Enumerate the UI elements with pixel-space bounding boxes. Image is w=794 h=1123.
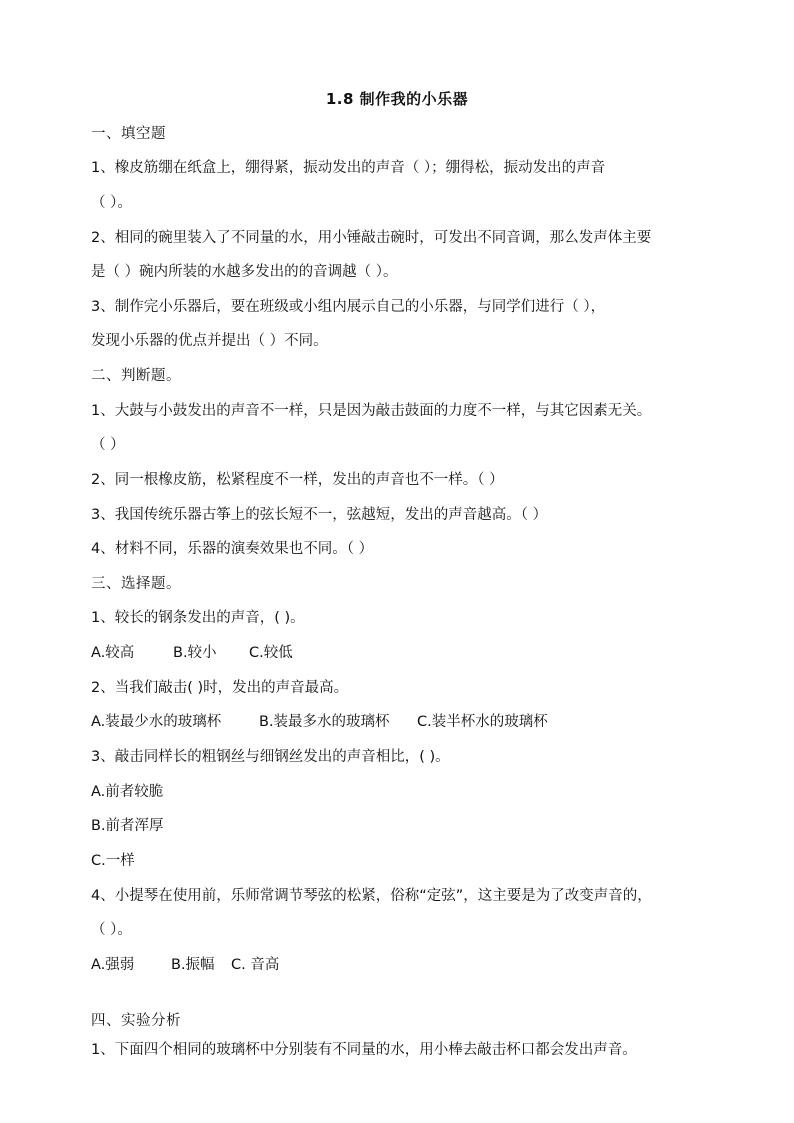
choice-question-1-options [91, 643, 293, 663]
choice-question-4-options [91, 955, 279, 975]
choice-question-3-option-b: B.前者浑厚 [91, 818, 164, 834]
judge-question-4: 4、材料不同，乐器的演奏效果也不同。（ ） [91, 541, 374, 557]
option-c: C.较低 [249, 645, 293, 661]
choice-question-1: 1、较长的钢条发出的声音，( )。 [91, 610, 305, 626]
judge-question-1: 1、大鼓与小鼓发出的声音不一样，只是因为敲击鼓面的力度不一样，与其它因素无关。 [91, 403, 652, 419]
section-heading-experiment: 四、实验分析 [91, 1013, 181, 1029]
choice-question-4-cont: （ ）。 [91, 922, 132, 938]
choice-question-3: 3、敲击同样长的粗钢丝与细钢丝发出的声音相比，( )。 [91, 749, 450, 765]
option-b: B.装最多水的玻璃杯 [259, 714, 390, 730]
option-c: C.装半杯水的玻璃杯 [417, 714, 548, 730]
choice-question-2: 2、当我们敲击( )时，发出的声音最高。 [91, 680, 349, 696]
choice-question-4: 4、小提琴在使用前，乐师常调节琴弦的松紧，俗称“定弦”，这主要是为了改变声音的， [91, 888, 652, 904]
option-c: C. 音高 [231, 957, 280, 973]
section-heading-fill: 一、填空题 [91, 126, 166, 142]
page-title: 1.8 制作我的小乐器 [325, 90, 469, 108]
option-a: A.较高 [91, 645, 135, 661]
option-b: B.较小 [173, 645, 217, 661]
fill-question-1: 1、橡皮筋绷在纸盒上，绷得紧，振动发出的声音（ ）；绷得松，振动发出的声音 [91, 160, 606, 176]
judge-question-2: 2、同一根橡皮筋，松紧程度不一样，发出的声音也不一样。（ ） [91, 472, 504, 488]
fill-question-2-cont: 是（ ）碗内所装的水越多发出的的音调越（ ）。 [91, 264, 398, 280]
fill-question-2: 2、相同的碗里装入了不同量的水，用小锤敲击碗时，可发出不同音调，那么发声体主要 [91, 230, 652, 246]
option-b: B.振幅 [171, 957, 215, 973]
fill-question-3: 3、制作完小乐器后，要在班级或小组内展示自己的小乐器，与同学们进行（ ）， [91, 299, 606, 315]
choice-question-3-option-c: C.一样 [91, 853, 135, 869]
section-heading-judge: 二、判断题。 [91, 368, 181, 384]
experiment-question-1: 1、下面四个相同的玻璃杯中分别装有不同量的水，用小棒去敲击杯口都会发出声音。 [91, 1042, 637, 1058]
judge-question-3: 3、我国传统乐器古筝上的弦长短不一，弦越短，发出的声音越高。（ ） [91, 507, 548, 523]
choice-question-2-options [91, 712, 548, 732]
option-a: A.强弱 [91, 957, 135, 973]
fill-question-3-cont: 发现小乐器的优点并提出（ ）不同。 [91, 333, 328, 349]
choice-question-3-option-a: A.前者较脆 [91, 784, 164, 800]
fill-question-1-cont: （ ）。 [91, 195, 132, 211]
section-heading-choice: 三、选择题。 [91, 576, 181, 592]
judge-question-1-cont: （ ） [91, 437, 125, 453]
option-a: A.装最少水的玻璃杯 [91, 714, 222, 730]
